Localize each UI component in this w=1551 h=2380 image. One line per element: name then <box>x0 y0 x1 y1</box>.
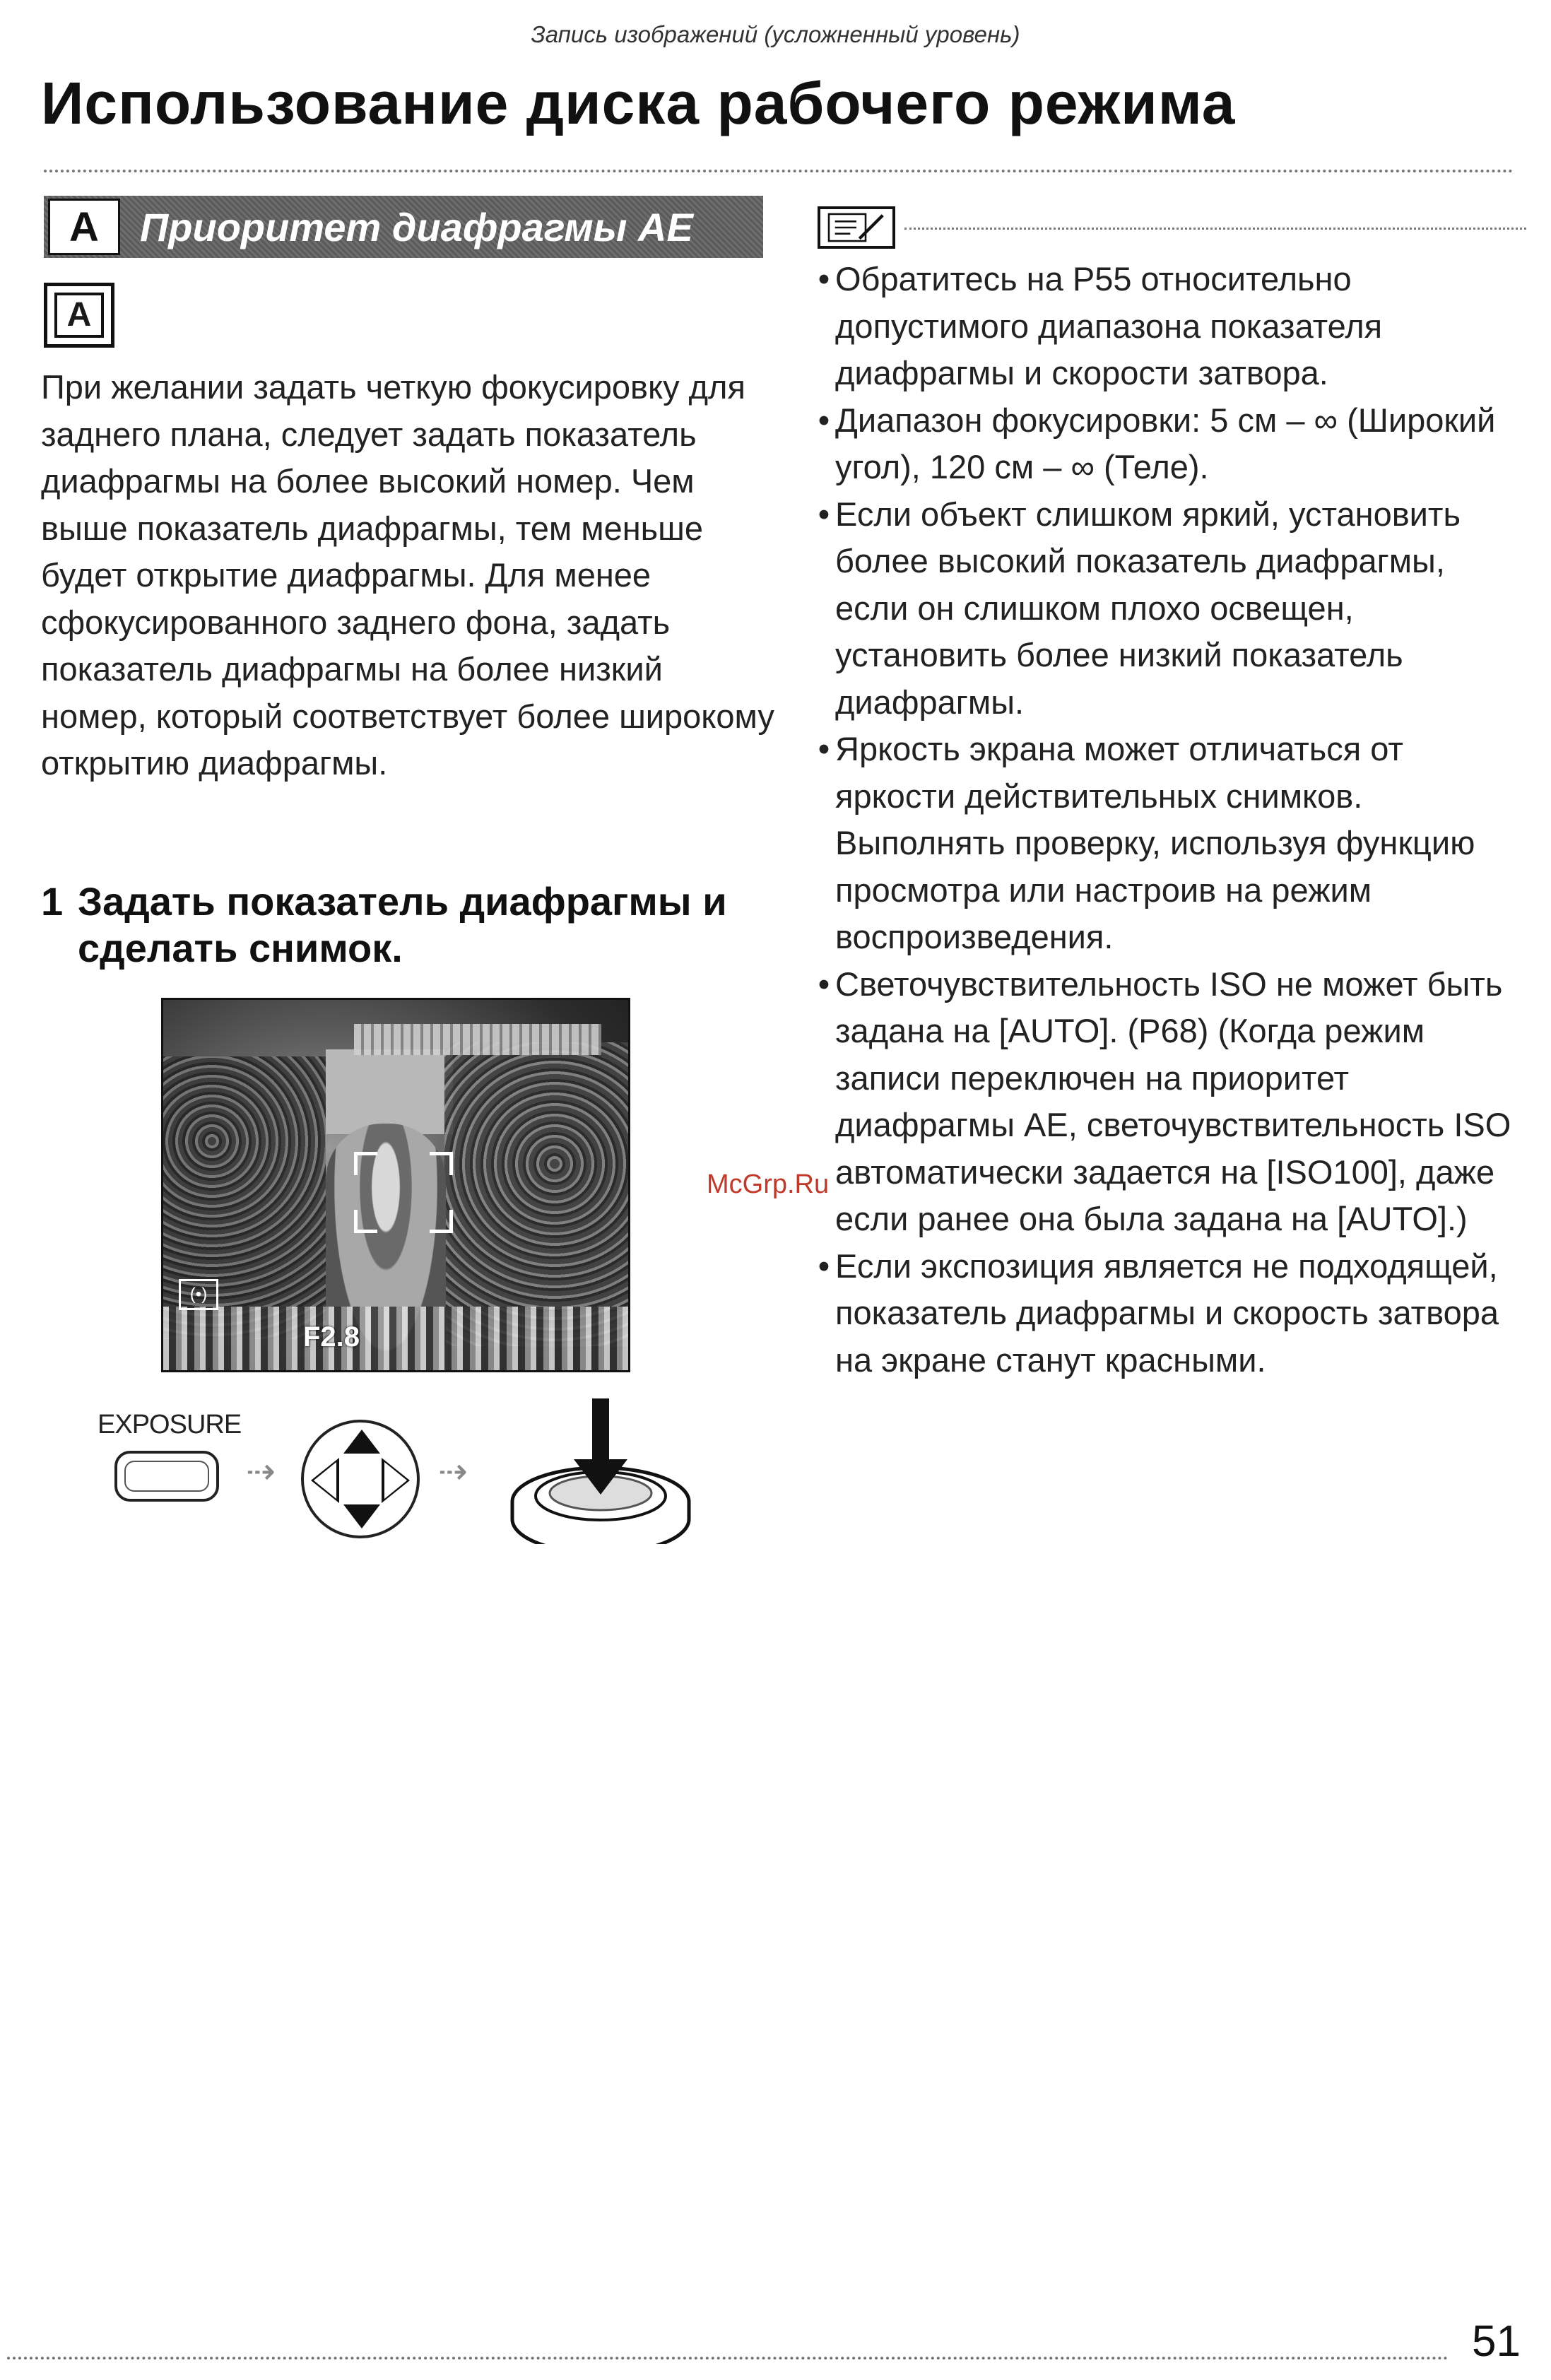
arrow-right-icon: ⇢ <box>438 1451 468 1491</box>
notes-list <box>813 256 1526 1384</box>
step-text: Задать показатель диафрагмы и сделать снимок. <box>78 879 727 970</box>
intro-paragraph: При желании задать четкую фокусировку для заднего плана, следует задать показатель диафрагмы на более высокий номер. Чем выше показатель диафрагмы, тем меньше будет открытие диафрагмы. Для менее сфокусированного заднего фона, задать показатель диафрагмы на более низкий номер, который соответствует более широкому открытию диафрагмы. <box>41 368 774 782</box>
lcd-foreground-flowers <box>163 1307 630 1370</box>
section-letter: A <box>48 199 120 255</box>
lcd-status-bar <box>354 1024 601 1055</box>
mode-icon-letter: A <box>54 293 104 338</box>
focus-frame-icon <box>354 1152 453 1233</box>
cursor-down-icon[interactable] <box>343 1504 380 1528</box>
notes-divider <box>904 228 1526 230</box>
title-divider <box>44 170 1514 172</box>
shutter-button-icon[interactable] <box>502 1396 700 1544</box>
metering-mode-icon: (•) <box>179 1279 218 1310</box>
running-head: Запись изображений (усложненный уровень) <box>531 21 1020 47</box>
cursor-up-icon[interactable] <box>343 1430 380 1454</box>
exposure-button[interactable] <box>114 1451 219 1502</box>
aperture-priority-mode-icon <box>44 283 114 348</box>
cursor-left-icon[interactable] <box>314 1462 336 1499</box>
lcd-background-sky <box>326 1049 453 1134</box>
page-number: 51 <box>1472 2317 1521 2366</box>
note-item: • Если экспозиция является не подходящей, показатель диафрагмы и скорость затвора на экране станут красными. <box>818 1247 1499 1379</box>
arrow-right-icon: ⇢ <box>246 1451 276 1491</box>
note-item: • Обратитесь на P55 относительно допустимого диапазона показателя диафрагмы и скорости затвора. <box>818 260 1383 391</box>
control-sequence <box>92 1396 714 1544</box>
page-title: Использование диска рабочего режима <box>41 70 1236 136</box>
note-item: • Светочувствительность ISO не может быть задана на [AUTO]. (P68) (Когда режим записи переключен на приоритет диафрагмы AE, светочувствительность ISO автоматически задается на [ISO100], даже если ранее она была задана на [AUTO].) <box>818 965 1511 1237</box>
memo-icon <box>818 206 895 249</box>
note-item: • Диапазон фокусировки: 5 см – ∞ (Широкий угол), 120 см – ∞ (Теле). <box>818 401 1496 485</box>
note-item: • Яркость экрана может отличаться от яркости действительных снимков. Выполнять проверку, используя функцию просмотра или настроив на режим воспроизведения. <box>818 730 1475 955</box>
section-title: Приоритет диафрагмы AE <box>140 204 693 249</box>
step-1 <box>41 878 776 972</box>
camera-lcd-preview <box>161 998 630 1372</box>
note-item: • Если объект слишком яркий, установить более высокий показатель диафрагмы, если он слишком плохо освещен, установить более низкий показатель диафрагмы. <box>818 495 1461 721</box>
section-banner <box>44 196 763 258</box>
step-number: 1 <box>41 879 64 924</box>
exposure-label: EXPOSURE <box>98 1410 242 1439</box>
watermark: McGrp.Ru <box>707 1170 830 1199</box>
lcd-foliage-right <box>444 1042 628 1346</box>
footer-divider <box>7 2357 1449 2360</box>
aperture-value: F2.8 <box>303 1321 360 1353</box>
cursor-button-pad[interactable] <box>301 1420 420 1538</box>
cursor-right-icon[interactable] <box>384 1462 407 1499</box>
